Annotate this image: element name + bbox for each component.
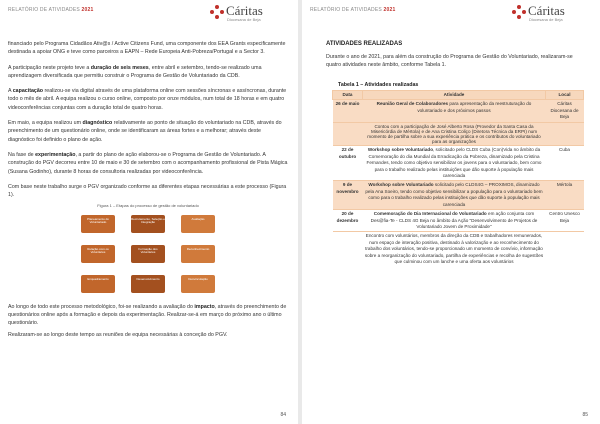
logo-name: Cáritas xyxy=(226,3,263,18)
page-header xyxy=(310,7,395,13)
caritas-logo xyxy=(210,3,290,25)
row-activity-detail: Encontro com voluntários, membros da direção da CDB e trabalhadores remunerados, num espaço de interação positiva, destinado à valorização e ao reconhecimento do trabalho dos voluntários, tendo-se proporcionado um momento de convívio, informação sobre a reorganização do voluntariado, partilha de experiências e recolha de sugestões que culminou com um lanche e uma oferta aos voluntários xyxy=(363,232,546,267)
row-place: Cáritas Diocesana de Beja xyxy=(546,100,584,122)
table-row-detail xyxy=(333,232,584,267)
table-row-detail xyxy=(333,122,584,146)
flow-step: Reconhecimento xyxy=(181,245,215,263)
flow-step: Formação dos Voluntários xyxy=(131,245,165,263)
figure-caption: Figura 1 – Etapas do processo de gestão de voluntariado xyxy=(97,203,199,209)
flow-step: Planeamento do Voluntariado xyxy=(81,215,115,233)
paragraph: Em maio, a equipa realizou um diagnóstico relativamente ao ponto de situação do voluntariado na CDB, através do preenchimento de um questionário online, onde se identificaram as áreas fortes e a melhorar; através deste diagnóstico foi definido o plano de ação. xyxy=(8,120,282,143)
page-right xyxy=(302,0,600,424)
flow-step: Avaliação xyxy=(181,215,215,233)
row-place: Centro Unesco Beja xyxy=(546,210,584,232)
row-date: 22 de outubro xyxy=(333,146,363,181)
flow-step: Recrutamento, Seleção e Integração xyxy=(131,215,165,233)
flow-step: Desenvolvimento xyxy=(131,275,165,293)
row-date: 20 de dezembro xyxy=(333,210,363,232)
table-caption: Tabela 1 – Atividades realizadas xyxy=(338,82,419,88)
process-diagram xyxy=(81,215,215,297)
caritas-logo-icon xyxy=(210,5,224,19)
section-intro: Durante o ano de 2021, para além da construção do Programa de Gestão do Voluntariado, realizaram-se quatro atividades neste âmbito, conforme Tabela 1. xyxy=(326,54,573,69)
table-row xyxy=(333,146,584,181)
page-number: 85 xyxy=(582,412,588,418)
page-left xyxy=(0,0,298,424)
row-date: 26 de maio xyxy=(333,100,363,122)
paragraph: Com base neste trabalho surge o PGV organizado conforme as diferentes etapas necessárias a este processo (Figura 1). xyxy=(8,183,287,199)
paragraph: Na fase de experimentação, a partir do plano de ação elaborou-se o Programa de Gestão de Voluntariado. A construção do PGV decorreu entre 10 de maio e 30 de setembro com o acompanhamento profissional de Pista Mágica (Susana Godinho), durante 8 horas de consultoria realizadas por videoconferência. xyxy=(8,151,288,175)
paragraph: A capacitação realizou-se via digital através de uma plataforma online com sessões síncronas e assíncronas, durante todo o mês de abril. A equipa realizou o curso online, composto por onze módulos, num total de 18 horas e em quatro videoconferências conjuntas com a duração total de quatro horas. xyxy=(8,88,287,111)
column-header-date: Data xyxy=(333,91,363,100)
page-number: 84 xyxy=(280,412,286,418)
section-title: ATIVIDADES REALIZADAS xyxy=(326,41,403,47)
flow-step: Relação com os Voluntários xyxy=(81,245,115,263)
paragraph: Realizaram-se ao longo deste tempo as reuniões de equipa necessárias à conceção do PGV. xyxy=(8,331,228,338)
row-activity: Comemoração do Dia Internacional do Voluntariado em ação conjunta com Des@fia-Te - CLDS 4G Beja no âmbito da Ação "Desenvolvimento de Projetos de Voluntariado Jovem de Proximidade" xyxy=(363,210,546,232)
logo-name: Cáritas xyxy=(528,3,565,18)
table-row xyxy=(333,100,584,122)
flow-step: Enquadramento xyxy=(81,275,115,293)
logo-subtitle: Diocesana de Beja xyxy=(529,17,563,22)
row-activity: Workshop sobre Voluntariado, solicitado pelo CLDS Cuba (Con)Vida no âmbito da Comemoração do dia Mundial da Erradicação da Pobreza, dinamizado pela Cristina Fernandes, tendo como objetivo sensibilizar os jovens para o voluntariado, bem como para o trabalho realizado pelas instituições que dão suporte à população mais carenciada xyxy=(363,146,546,181)
row-date: 9 de novembro xyxy=(333,181,363,210)
row-activity: Reunião Geral de Colaboradores para apresentação da reestruturação do voluntariado e dos próximos passos xyxy=(363,100,546,122)
paragraph: financiado pelo Programa Cidadãos Ativ@s / Active Citizens Fund, uma componente dos EEA Grants especificamente destinada a apoiar ONG e teve como parceiros a EAPN – Rede Europeia Anti-Pobreza/Portugal e a Sector 3. xyxy=(8,41,286,56)
header-title: RELATÓRIO DE ATIVIDADES xyxy=(310,7,382,13)
row-place: Mértola xyxy=(546,181,584,210)
page-header xyxy=(8,7,93,13)
column-header-activity: Atividade xyxy=(363,91,546,100)
row-activity: Workshop sobre Voluntariado solicitado pelo CLDS4G – PROXIMOS, dinamizado pela Ana Soeiro, tendo como objetivo sensibilizar a população para o voluntariado bem como para o trabalho realizado pelas instituições que dão suporte à população mais carenciada xyxy=(363,181,546,210)
table-header-row xyxy=(333,91,584,100)
caritas-logo xyxy=(512,3,592,25)
left-body xyxy=(8,40,288,346)
caritas-logo-icon xyxy=(512,5,526,19)
header-year: 2021 xyxy=(81,7,94,13)
paragraph: A participação neste projeto teve a duração de seis meses, entre abril e setembro, tendo-se realizado uma aprendizagem diversificada que permitiu construir o Programa de Gestão de Voluntariado da CDB. xyxy=(8,64,262,79)
activities-table xyxy=(332,90,584,266)
header-title: RELATÓRIO DE ATIVIDADES xyxy=(8,7,80,13)
paragraph: Ao longo de todo este processo metodológico, foi-se realizando a avaliação do impacto, através do preenchimento de questionários online após a formação e depois da experimentação. Realizar-se-á em março do próximo ano o último questionário. xyxy=(8,303,287,327)
logo-subtitle: Diocesana de Beja xyxy=(227,17,261,22)
column-header-place: Local xyxy=(546,91,584,100)
row-activity-detail: Contou com a participação de José Alberto Rosa (Provedor da Santa Casa da Misericórdia de Mértola) e de Ana Cristina Coliço (Diretora Técnica da ERPI) num momento de partilha sobre a sua experiência prática e os contributos do voluntariado para as organizações xyxy=(363,122,546,146)
row-place: Cuba xyxy=(546,146,584,181)
table-row xyxy=(333,210,584,232)
table-row xyxy=(333,181,584,210)
header-year: 2021 xyxy=(383,7,396,13)
flow-step: Desvinculação xyxy=(181,275,215,293)
